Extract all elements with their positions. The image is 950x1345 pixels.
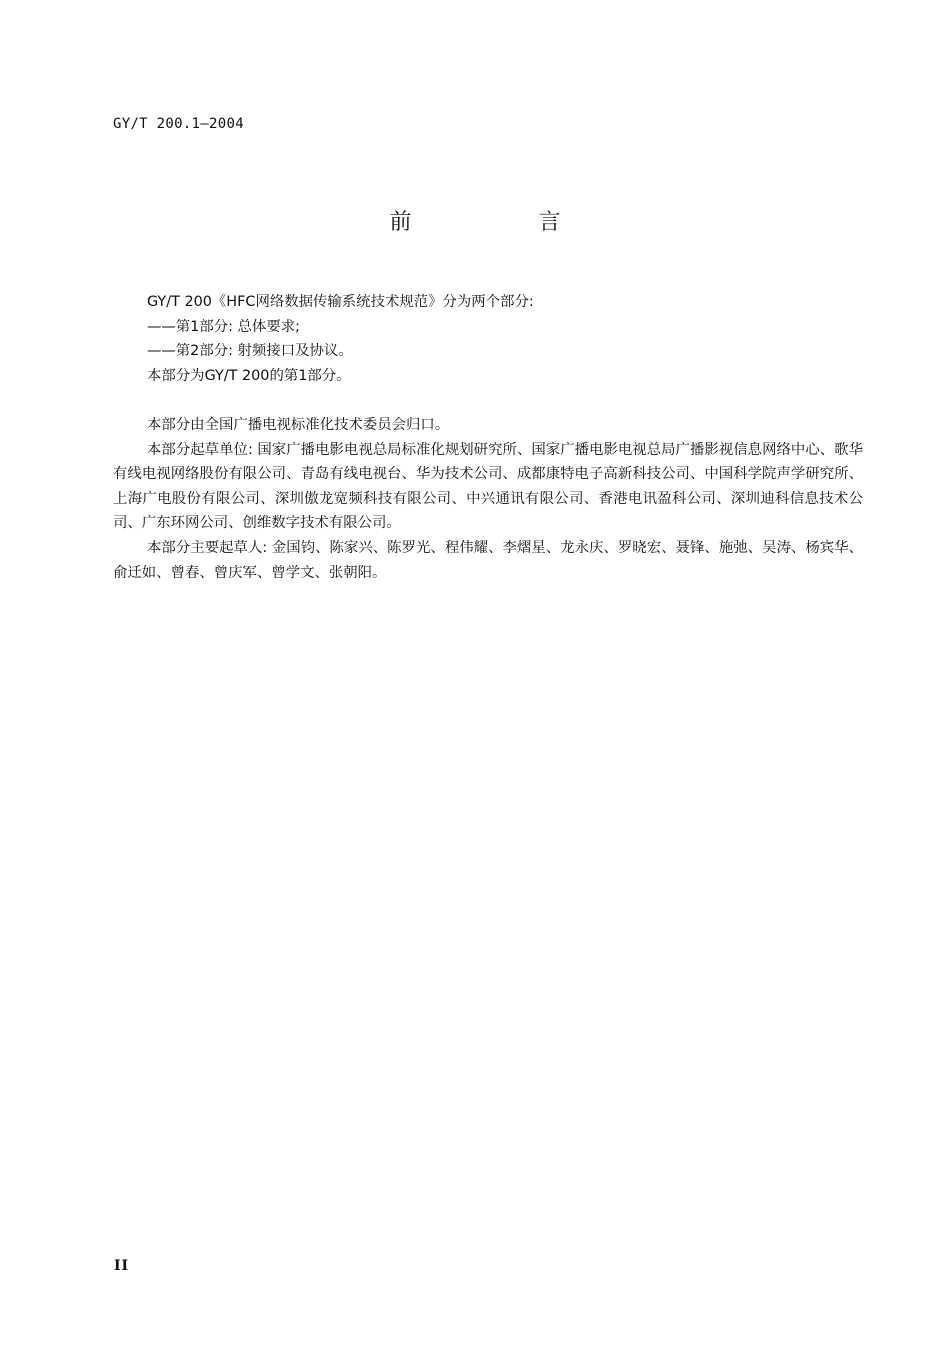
paragraph-drafting-units: 本部分起草单位: 国家广播电影电视总局标准化规划研究所、国家广播电影电视总局广播影视信息网络中心、歌华有线电视网络股份有限公司、青岛有线电视台、华为技术公司、成都康特电子高新科技公司、中国科学院声学研究所、上海广电股份有限公司、深圳傲龙宽频科技有限公司、中兴通讯有限公司、香港电讯盈科公司、深圳迪科信息技术公司、广东环网公司、创维数字技术有限公司。 — [113, 441, 863, 532]
paragraph-parts-intro: GY/T 200《HFC网络数据传输系统技术规范》分为两个部分: — [147, 294, 534, 310]
paragraph-drafters: 本部分主要起草人: 金国钧、陈家兴、陈罗光、程伟耀、李熠星、龙永庆、罗晓宏、聂锋、施弛、吴涛、杨宾华、俞迁如、曾春、曾庆军、曾学文、张朝阳。 — [113, 539, 863, 581]
paragraph-this-part: 本部分为GY/T 200的第1部分。 — [147, 367, 351, 384]
paragraph-committee: 本部分由全国广播电视标准化技术委员会归口。 — [147, 416, 450, 433]
paragraph-part-1: ——第1部分: 总体要求; — [147, 318, 300, 335]
page-title: 前 言 — [389, 210, 621, 235]
paragraph-part-2: ——第2部分: 射频接口及协议。 — [147, 343, 353, 360]
page-number: II — [114, 1258, 130, 1274]
standard-code: GY/T 200.1—2004 — [113, 116, 244, 132]
foreword-body — [113, 290, 863, 585]
